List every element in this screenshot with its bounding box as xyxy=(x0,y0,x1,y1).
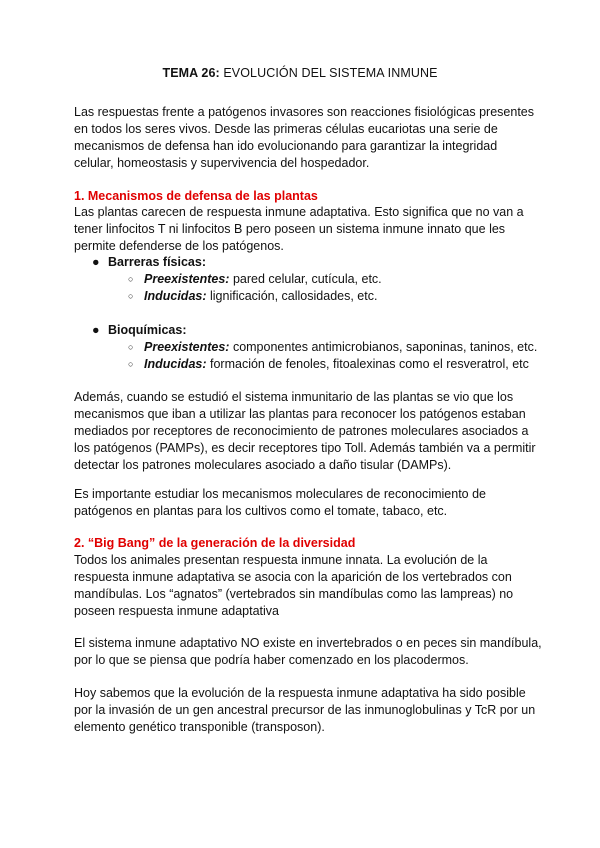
section-2-paragraph-3 xyxy=(74,685,534,736)
title-rest: EVOLUCIÓN DEL SISTEMA INMUNE xyxy=(219,66,438,80)
text-line: El sistema inmune adaptativo NO existe en invertebrados o en peces sin mandíbula, xyxy=(74,636,542,650)
bullet-label: Bioquímicas: xyxy=(108,323,187,337)
text-line: detectar los patrones moleculares asociado a daño tisular (DAMPs). xyxy=(74,458,452,472)
section-2-heading: 2. “Big Bang” de la generación de la diversidad xyxy=(74,536,356,550)
bullet-dot-icon: ● xyxy=(92,323,100,337)
text-line: mandíbulas. Los “agnatos” (vertebrados sin mandíbulas como las lampreas) no xyxy=(74,587,514,601)
section-2-paragraph xyxy=(74,552,534,620)
section-1-heading: 1. Mecanismos de defensa de las plantas xyxy=(74,189,318,203)
sub-item-term: Preexistentes: xyxy=(144,272,230,286)
bullet-bioquimicas xyxy=(92,323,187,337)
text-line: Es importante estudiar los mecanismos moleculares de reconocimiento de xyxy=(74,487,486,501)
intro-paragraph xyxy=(74,104,534,172)
sub-item-text: componentes antimicrobianos, saponinas, taninos, etc. xyxy=(229,340,538,354)
section-1-paragraph xyxy=(74,204,534,255)
text-line: mecanismos que iban a utilizar las plantas para reconocer los patógenos estaban xyxy=(74,407,526,421)
sub-item-term: Inducidas: xyxy=(144,289,207,303)
text-line: celular, homeostasis y supervivencia del hospedador. xyxy=(74,156,370,170)
text-line: en todos los seres vivos. Desde las primeras células eucariotas una serie de xyxy=(74,122,498,136)
circle-bullet-icon: ○ xyxy=(128,342,134,352)
text-line: patógenos en plantas para los cultivos como el tomate, tabaco, etc. xyxy=(74,504,448,518)
bullet-dot-icon: ● xyxy=(92,255,100,269)
text-line: mediados por receptores de reconocimiento de patrones moleculares asociados a xyxy=(74,424,529,438)
text-line: Las respuestas frente a patógenos invasores son reacciones fisiológicas presentes xyxy=(74,105,534,119)
section-1-paragraph-2 xyxy=(74,389,534,474)
sub-item xyxy=(128,357,529,371)
text-line: tener linfocitos T ni linfocitos B pero poseen un sistema inmune innato que les xyxy=(74,222,506,236)
sub-item-text: lignificación, callosidades, etc. xyxy=(206,289,378,303)
bullet-barreras-fisicas xyxy=(92,255,206,269)
text-line: permite defenderse de los patógenos. xyxy=(74,239,284,253)
sub-item xyxy=(128,289,377,303)
circle-bullet-icon: ○ xyxy=(128,359,134,369)
text-line: Hoy sabemos que la evolución de la respuesta inmune adaptativa ha sido posible xyxy=(74,686,526,700)
text-line: Todos los animales presentan respuesta inmune innata. La evolución de la xyxy=(74,553,488,567)
section-1-paragraph-3 xyxy=(74,486,534,520)
text-line: Las plantas carecen de respuesta inmune adaptativa. Esto significa que no van a xyxy=(74,205,524,219)
section-2-paragraph-2 xyxy=(74,635,542,669)
sub-item-text: pared celular, cutícula, etc. xyxy=(229,272,382,286)
title-bold: TEMA 26: xyxy=(162,66,220,80)
bullet-label: Barreras físicas: xyxy=(108,255,206,269)
circle-bullet-icon: ○ xyxy=(128,291,134,301)
text-line: Además, cuando se estudió el sistema inmunitario de las plantas se vio que los xyxy=(74,390,514,404)
text-line: por lo que se piensa que podría haber comenzado en los placodermos. xyxy=(74,653,469,667)
circle-bullet-icon: ○ xyxy=(128,274,134,284)
text-line: elemento genético transponible (transposon). xyxy=(74,720,325,734)
text-line: mecanismos de defensa han ido evolucionando para garantizar la integridad xyxy=(74,139,498,153)
sub-item-term: Inducidas: xyxy=(144,357,207,371)
text-line: los patógenos (PAMPs), es decir receptores tipo Toll. Además también va a permitir xyxy=(74,441,536,455)
sub-item xyxy=(128,272,382,286)
sub-item xyxy=(128,340,537,354)
text-line: poseen respuesta inmune adaptativa xyxy=(74,604,280,618)
page-title xyxy=(0,66,600,80)
sub-item-text: formación de fenoles, fitoalexinas como el resveratrol, etc xyxy=(206,357,529,371)
text-line: por la invasión de un gen ancestral precursor de las inmunoglobulinas y TcR por un xyxy=(74,703,536,717)
sub-item-term: Preexistentes: xyxy=(144,340,230,354)
text-line: respuesta inmune adaptativa se asocia con la aparición de los vertebrados con xyxy=(74,570,512,584)
